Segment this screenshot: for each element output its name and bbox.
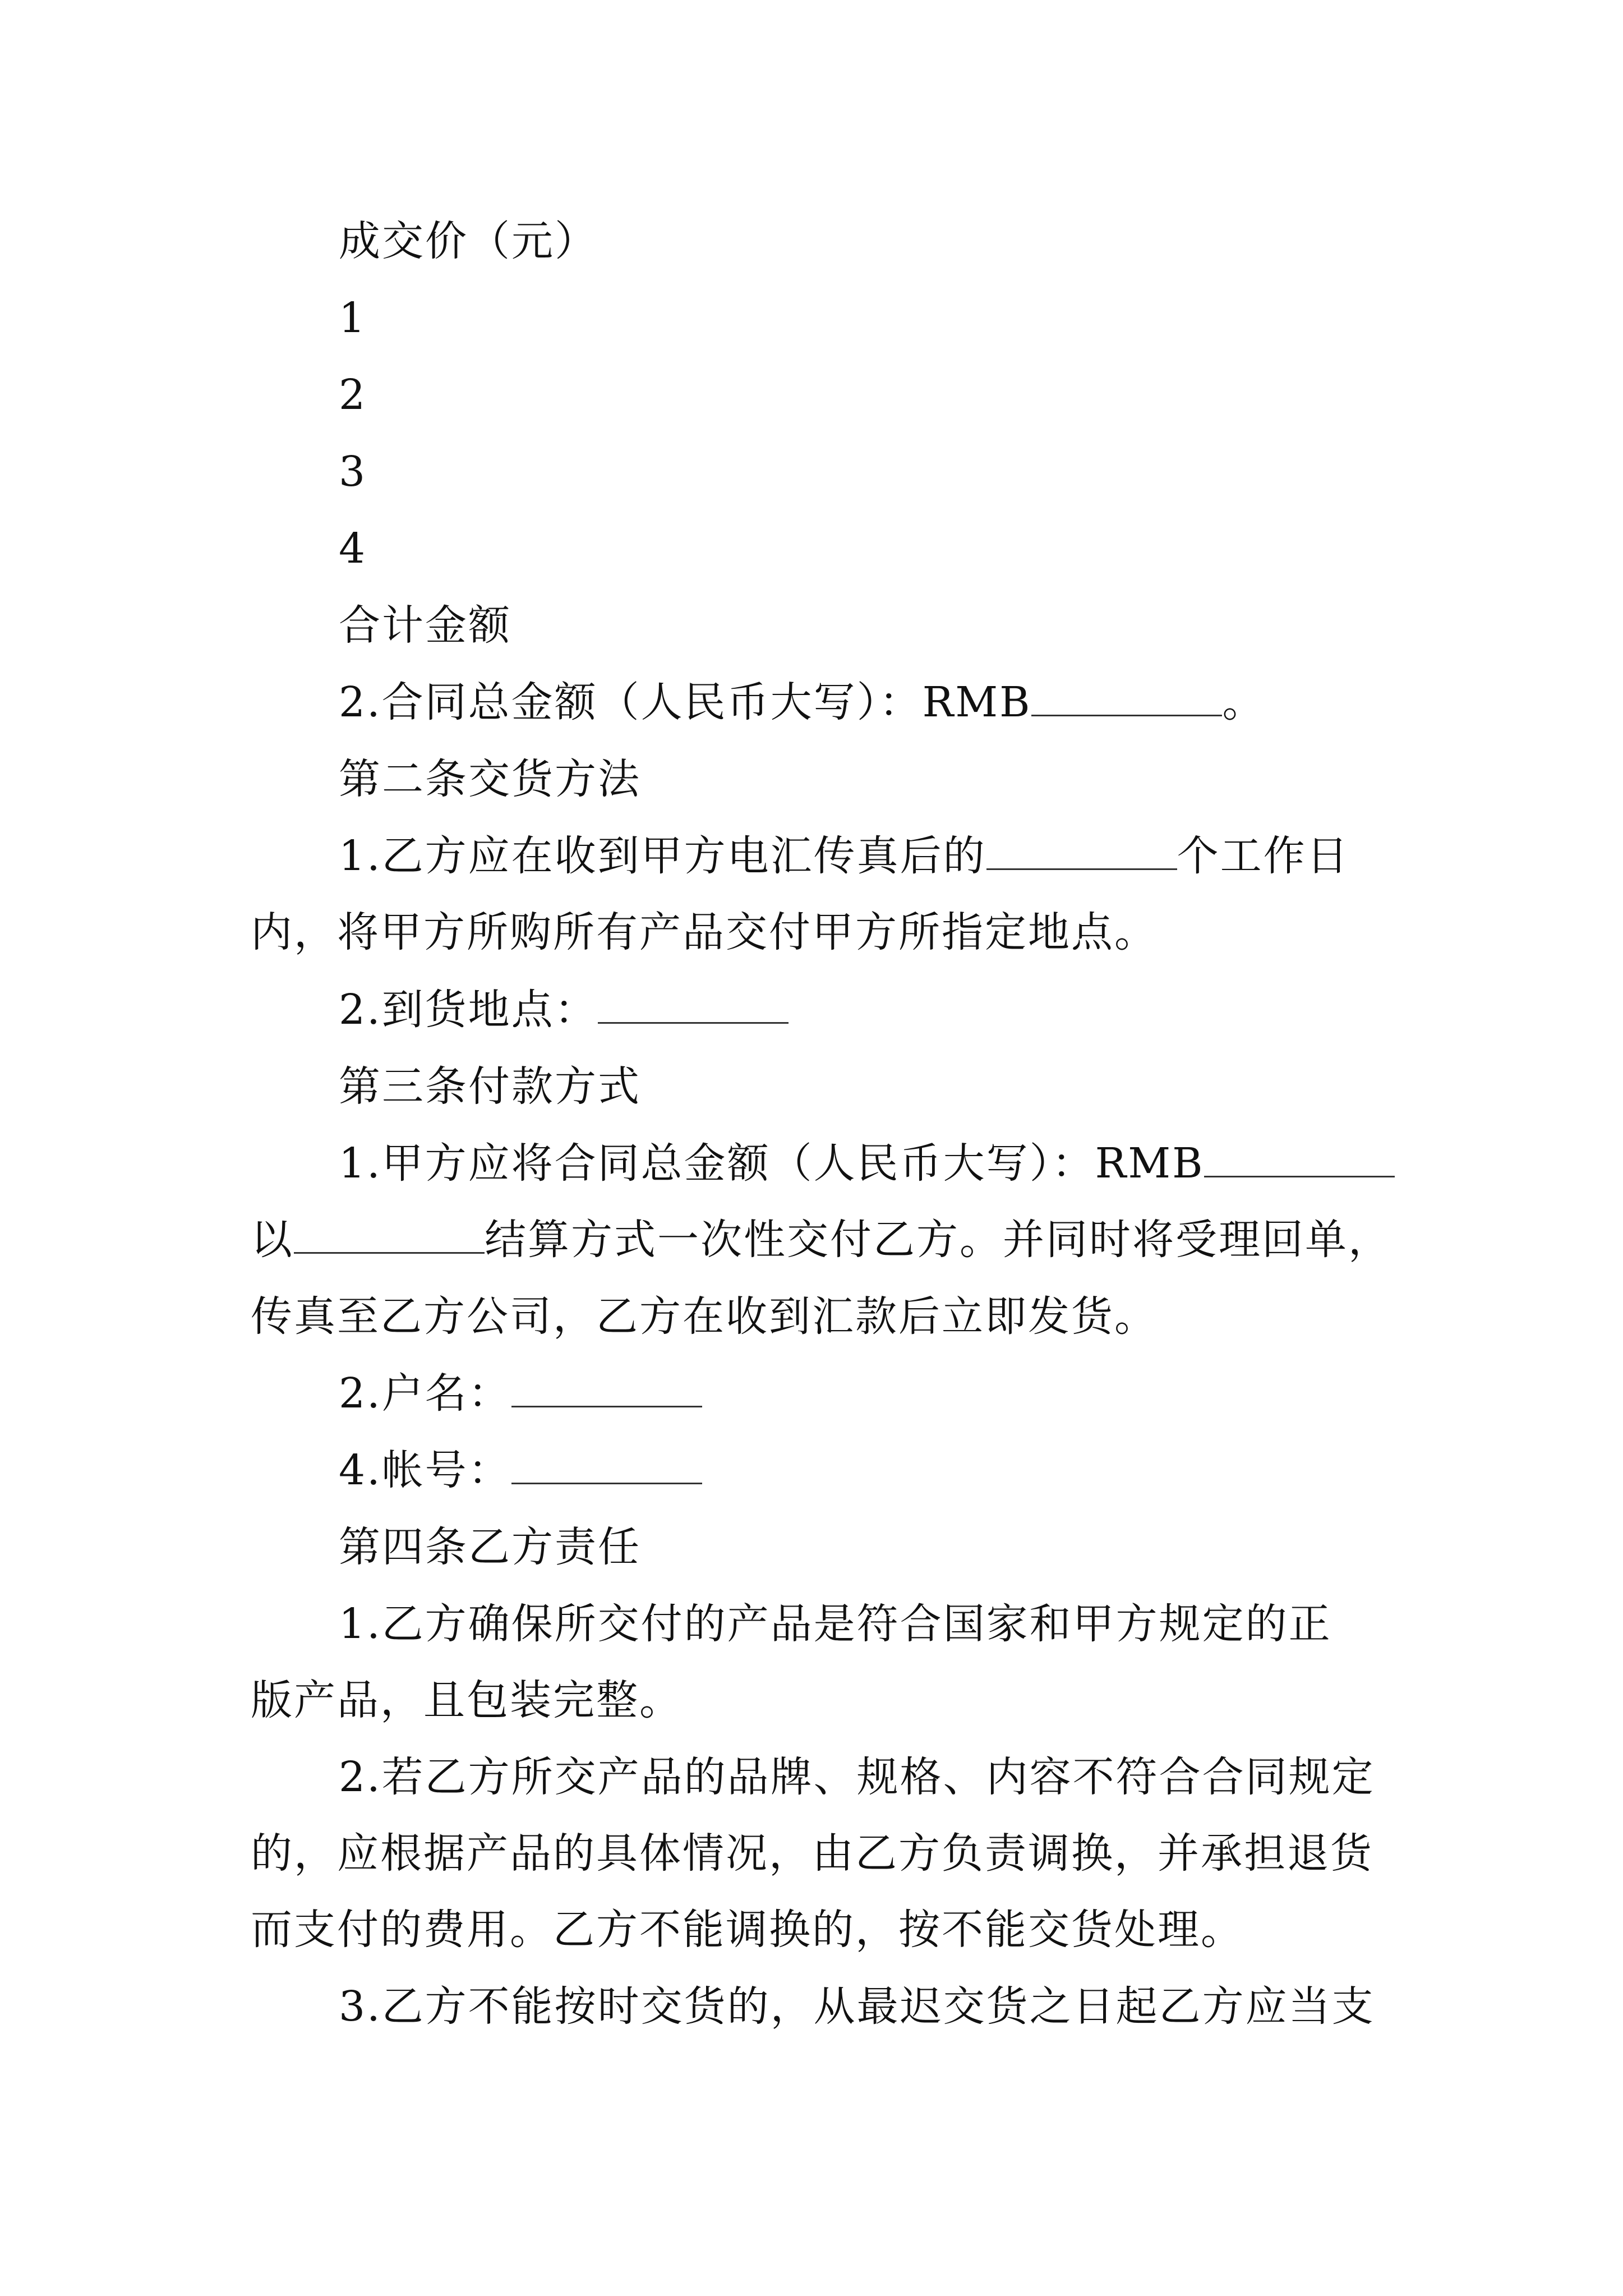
delivery-location-text: 2.到货地点：: [339, 986, 598, 1034]
payment-clause-text-d: 传真至乙方公司，乙方在收到汇款后立即发货。: [251, 1292, 1158, 1341]
duty-clause-2-line-2: [251, 1825, 1373, 1881]
payment-clause-line-1: [339, 1135, 1395, 1191]
payment-clause-line-3: [251, 1289, 1158, 1345]
delivery-clause-text-c: 内，将甲方所购所有产品交付甲方所指定地点。: [251, 908, 1158, 956]
duty-clause-1-line-2: [251, 1672, 683, 1728]
delivery-clause-text-b: 个工作日: [1177, 832, 1350, 880]
row-number-3-text: 3: [339, 448, 367, 496]
article-4-heading: [339, 1519, 641, 1575]
duty-clause-2-line-3: [251, 1902, 1244, 1958]
contract-total-text: 2.合同总金额（人民币大写）：RMB: [339, 678, 1032, 726]
duty-clause-2-text-b: 的，应根据产品的具体情况，由乙方负责调换，并承担退货: [251, 1829, 1373, 1878]
total-amount-text: 合计金额: [339, 601, 511, 650]
settlement-method-blank: [294, 1215, 485, 1254]
contract-total-blank: [1031, 678, 1222, 716]
price-header-text: 成交价（元）: [339, 217, 598, 265]
article-2-heading: [339, 751, 641, 807]
delivery-clause-line-2: [251, 904, 1158, 960]
payment-clause-line-2: [251, 1212, 1391, 1268]
account-name-line: [339, 1365, 702, 1421]
duty-clause-2-text-a: 2.若乙方所交产品的品牌、规格、内容不符合合同规定: [339, 1753, 1375, 1801]
account-name-text: 2.户名：: [339, 1369, 511, 1418]
payment-amount-blank: [1204, 1139, 1395, 1177]
row-number-3: [339, 444, 367, 500]
delivery-clause-text-a: 1.乙方应在收到甲方电汇传真后的: [339, 832, 986, 880]
duty-clause-1-line-1: [339, 1596, 1332, 1652]
contract-total-line: [339, 674, 1265, 730]
price-header: [339, 213, 598, 269]
duty-clause-1-text-b: 版产品，且包装完整。: [251, 1676, 683, 1724]
total-amount-label: [339, 597, 511, 654]
duty-clause-1-text-a: 1.乙方确保所交付的产品是符合国家和甲方规定的正: [339, 1600, 1332, 1648]
account-name-blank: [511, 1369, 702, 1407]
row-number-4: [339, 521, 367, 577]
row-number-1: [339, 290, 367, 346]
payment-clause-text-b: 以: [251, 1216, 294, 1264]
row-number-2-text: 2: [339, 371, 367, 419]
article-3-heading: [339, 1059, 641, 1115]
article-4-heading-text: 第四条乙方责任: [339, 1523, 641, 1571]
payment-clause-text-a: 1.甲方应将合同总金额（人民币大写）：RMB: [339, 1139, 1205, 1188]
delivery-days-blank: [986, 831, 1177, 870]
article-3-heading-text: 第三条付款方式: [339, 1062, 641, 1111]
duty-clause-2-text-c: 而支付的费用。乙方不能调换的，按不能交货处理。: [251, 1906, 1244, 1954]
row-number-1-text: 1: [339, 294, 367, 342]
account-number-text: 4.帐号：: [339, 1446, 511, 1494]
duty-clause-3-text: 3.乙方不能按时交货的，从最迟交货之日起乙方应当支: [339, 1982, 1375, 2031]
delivery-clause-line-1: [339, 828, 1350, 884]
delivery-location-line: [339, 982, 789, 1038]
duty-clause-3-line-1: [339, 1978, 1375, 2035]
contract-total-period: 。: [1222, 678, 1266, 726]
account-number-blank: [511, 1446, 702, 1484]
row-number-2: [339, 367, 367, 423]
account-number-line: [339, 1442, 702, 1498]
duty-clause-2-line-1: [339, 1749, 1375, 1805]
row-number-4-text: 4: [339, 524, 367, 573]
payment-clause-text-c: 结算方式一次性交付乙方。并同时将受理回单，: [485, 1216, 1391, 1264]
delivery-location-blank: [598, 985, 789, 1024]
article-2-heading-text: 第二条交货方法: [339, 755, 641, 803]
